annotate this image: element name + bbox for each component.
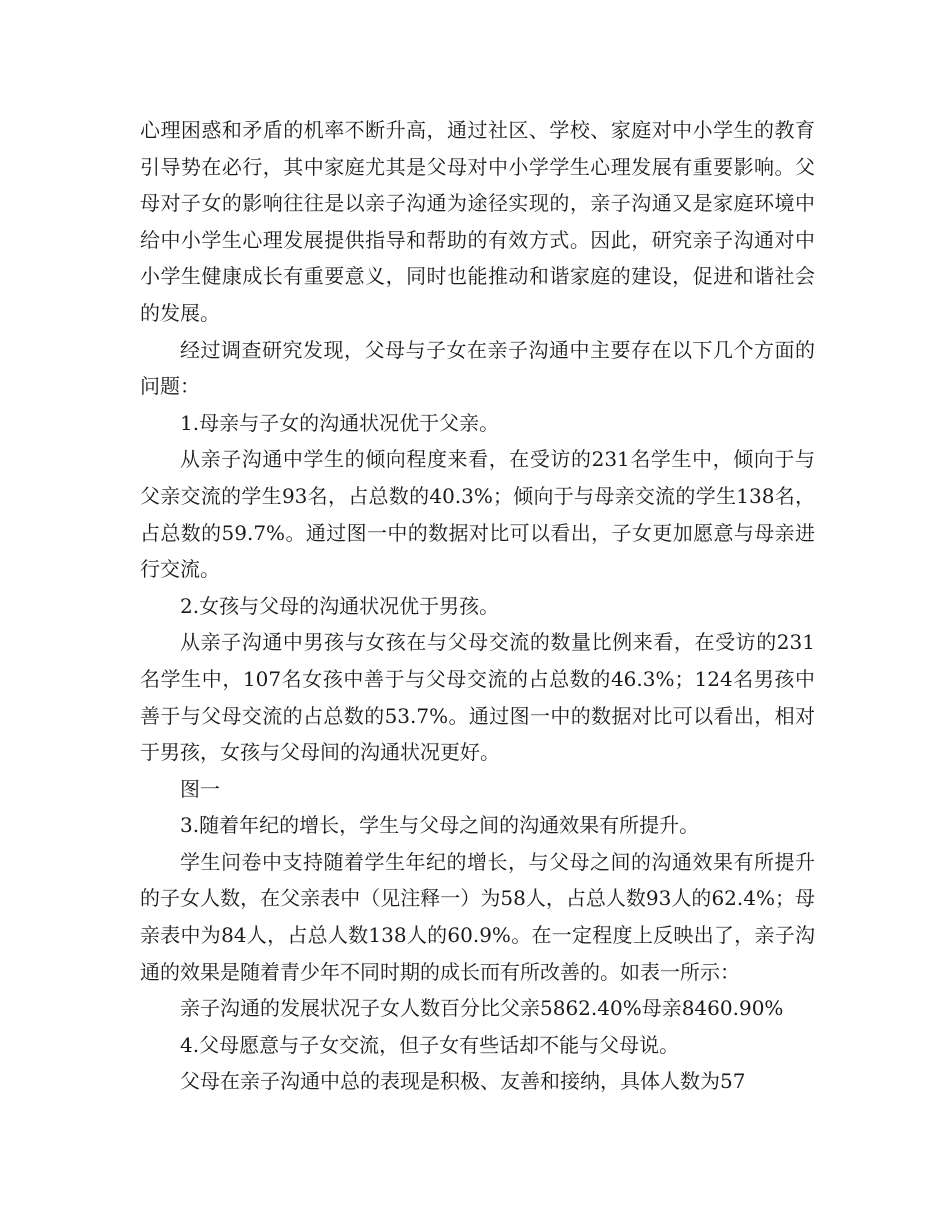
- finding-heading-1: 1.母亲与子女的沟通状况优于父亲。: [180, 410, 500, 435]
- paragraph-finding-4: 父母在亲子沟通中总的表现是积极、友善和接纳，具体人数为57: [180, 1069, 746, 1094]
- paragraph-finding-1: 从亲子沟通中学生的倾向程度来看，在受访的231名学生中，倾向于与父亲交流的学生93名，占总数的40.3%；倾向于与母亲交流的学生138名，占总数的59.7%。通过图一中的数据对比可以看出，子女更加愿意与母亲进行交流。: [140, 447, 815, 582]
- finding-heading-3: 3.随着年纪的增长，学生与父母之间的沟通效果有所提升。: [180, 813, 700, 838]
- paragraph-finding-3: 学生问卷中支持随着学生年纪的增长，与父母之间的沟通效果有所提升的子女人数，在父亲表中（见注释一）为58人，占总人数93人的62.4%；母亲表中为84人，占总人数138人的60.9%。在一定程度上反映出了，亲子沟通的效果是随着青少年不同时期的成长而有所改善的。如表一所示：: [140, 849, 815, 984]
- document-body: [140, 112, 815, 1100]
- paragraph-finding-2: 从亲子沟通中男孩与女孩在与父母交流的数量比例来看，在受访的231名学生中，107名女孩中善于与父母交流的占总数的46.3%；124名男孩中善于与父母交流的占总数的53.7%。通过图一中的数据对比可以看出，相对于男孩，女孩与父母间的沟通状况更好。: [140, 630, 815, 765]
- finding-heading-4: 4.父母愿意与子女交流，但子女有些话却不能与父母说。: [180, 1032, 680, 1057]
- finding-heading-2: 2.女孩与父母的沟通状况优于男孩。: [180, 593, 500, 618]
- figure-caption: 图一: [180, 776, 220, 801]
- paragraph-survey-intro: 经过调查研究发现，父母与子女在亲子沟通中主要存在以下几个方面的问题：: [140, 337, 815, 399]
- paragraph-continuation: 心理困惑和矛盾的机率不断升高，通过社区、学校、家庭对中小学生的教育引导势在必行，其中家庭尤其是父母对中小学学生心理发展有重要影响。父母对子女的影响往往是以亲子沟通为途径实现的，亲子沟通又是家庭环境中给中小学生心理发展提供指导和帮助的有效方式。因此，研究亲子沟通对中小学生健康成长有重要意义，同时也能推动和谐家庭的建设，促进和谐社会的发展。: [140, 118, 815, 325]
- table-text-line: 亲子沟通的发展状况子女人数百分比父亲5862.40%母亲8460.90%: [180, 996, 784, 1021]
